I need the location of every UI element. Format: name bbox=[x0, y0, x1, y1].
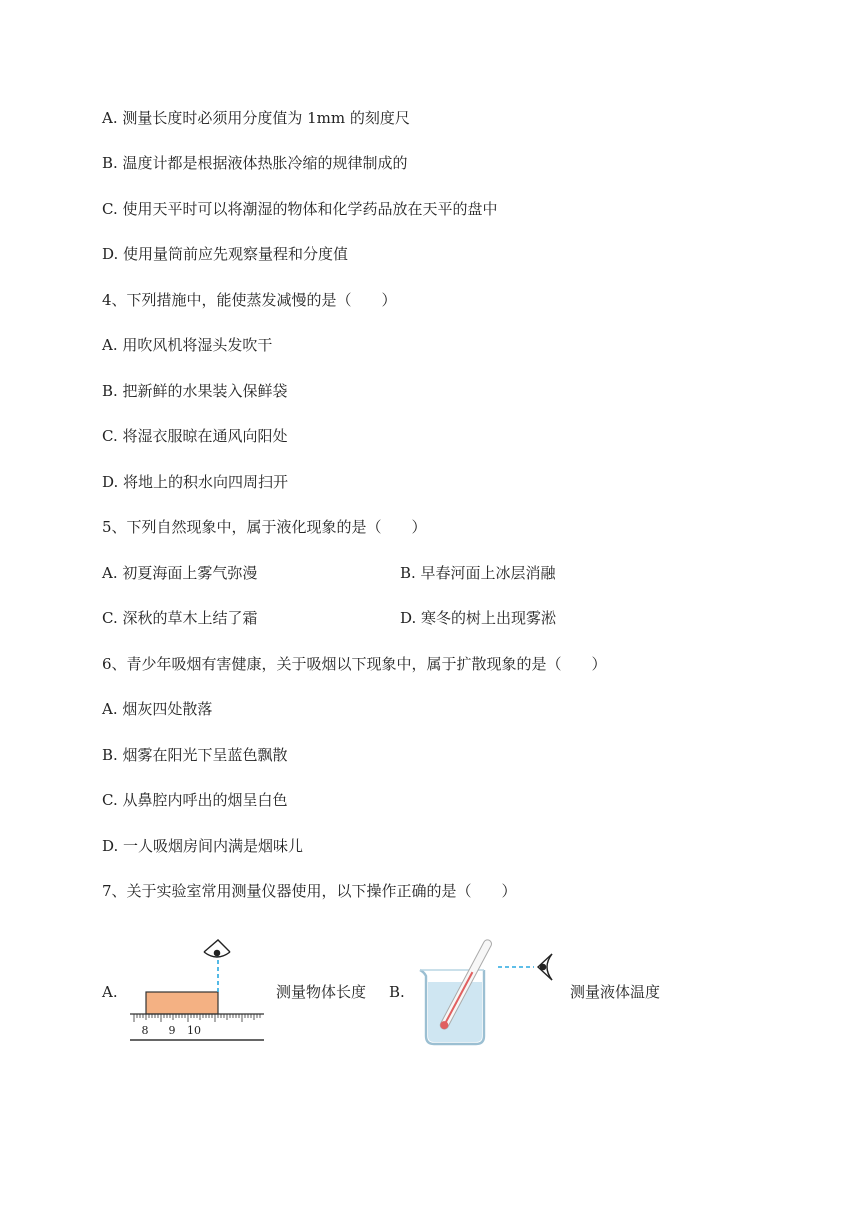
q6-option-b: B. 烟雾在阳光下呈蓝色飘散 bbox=[102, 746, 288, 764]
q7-option-b-label: B. bbox=[389, 983, 405, 1001]
q7-option-a-caption: 测量物体长度 bbox=[276, 983, 367, 1001]
q6-stem: 6、青少年吸烟有害健康，关于吸烟以下现象中，属于扩散现象的是（ ） bbox=[102, 655, 607, 673]
q4-option-a: A. 用吹风机将湿头发吹干 bbox=[102, 336, 273, 354]
q6-option-a: A. 烟灰四处散落 bbox=[102, 700, 213, 718]
ruler-tick-label: 9 bbox=[168, 1024, 176, 1037]
beaker-thermometer-figure bbox=[412, 930, 562, 1048]
q5-option-d: D. 寒冬的树上出现雾淞 bbox=[400, 609, 557, 627]
q3-option-a: A. 测量长度时必须用分度值为 1mm 的刻度尺 bbox=[102, 109, 410, 127]
q7-stem: 7、关于实验室常用测量仪器使用，以下操作正确的是（ ） bbox=[102, 882, 517, 900]
q3-option-d: D. 使用量筒前应先观察量程和分度值 bbox=[102, 245, 349, 263]
q4-stem: 4、下列措施中，能使蒸发减慢的是（ ） bbox=[102, 291, 397, 309]
q5-stem: 5、下列自然现象中，属于液化现象的是（ ） bbox=[102, 518, 427, 536]
ruler-tick-label: 8 bbox=[141, 1024, 149, 1037]
q7-option-b-caption: 测量液体温度 bbox=[570, 983, 661, 1001]
q4-option-d: D. 将地上的积水向四周扫开 bbox=[102, 473, 289, 491]
ruler-ticks bbox=[134, 1014, 260, 1022]
ruler-tick-label: 10 bbox=[187, 1024, 201, 1037]
q5-option-c: C. 深秋的草木上结了霜 bbox=[102, 609, 258, 627]
block bbox=[146, 992, 218, 1014]
q5-option-a: A. 初夏海面上雾气弥漫 bbox=[102, 564, 258, 582]
q3-option-c: C. 使用天平时可以将潮湿的物体和化学药品放在天平的盘中 bbox=[102, 200, 498, 218]
ruler-measurement-figure bbox=[126, 936, 268, 1046]
q7-option-a-label: A. bbox=[102, 983, 118, 1001]
q4-option-c: C. 将湿衣服晾在通风向阳处 bbox=[102, 427, 288, 445]
eye-icon bbox=[538, 954, 552, 980]
q3-option-b: B. 温度计都是根据液体热胀冷缩的规律制成的 bbox=[102, 154, 408, 172]
q6-option-d: D. 一人吸烟房间内满是烟味儿 bbox=[102, 837, 304, 855]
eye-icon bbox=[204, 940, 230, 957]
q4-option-b: B. 把新鲜的水果装入保鲜袋 bbox=[102, 382, 288, 400]
q6-option-c: C. 从鼻腔内呼出的烟呈白色 bbox=[102, 791, 288, 809]
q5-option-b: B. 早春河面上冰层消融 bbox=[400, 564, 556, 582]
